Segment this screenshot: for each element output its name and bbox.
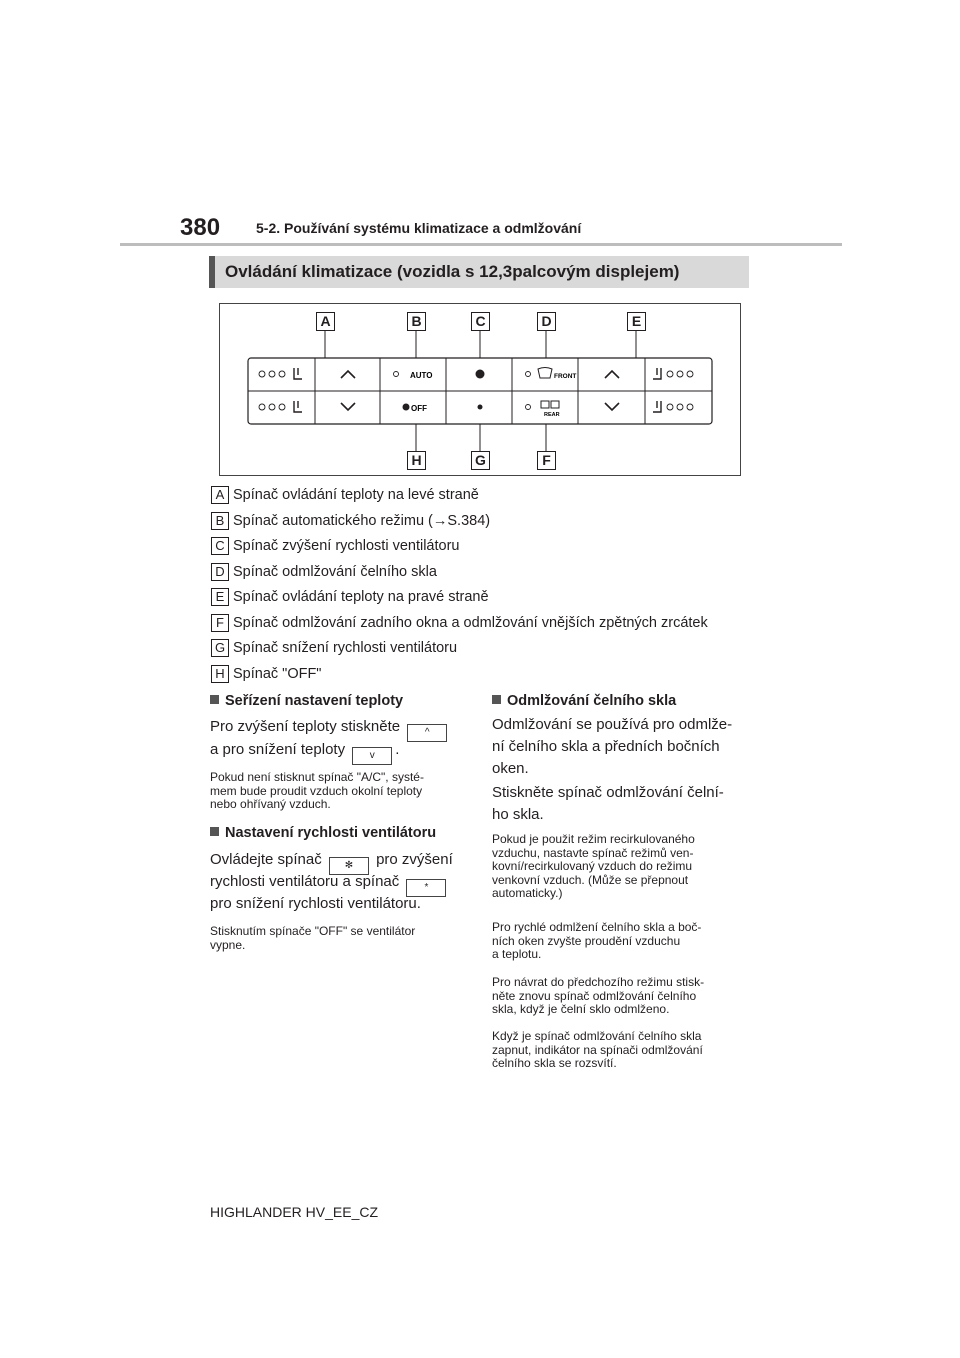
auto-label: AUTO [410, 371, 433, 380]
note-line: Když je spínač odmlžování čelního skla [492, 1029, 702, 1043]
legend-letter: A [211, 486, 229, 504]
legend-letter: D [211, 563, 229, 581]
note-line: zapnut, indikátor na spínači odmlžování [492, 1042, 703, 1057]
legend-text: Spínač odmlžování čelního skla [233, 564, 437, 580]
defrost-note-3 [492, 976, 704, 1017]
temp-heading-text: Seřízení nastavení teploty [225, 693, 404, 709]
fan-note-line: Stisknutím spínače "OFF" se ventilátor [210, 924, 416, 938]
temp-down-button-icon: v [352, 747, 392, 765]
note-line: automaticky.) [492, 886, 563, 900]
defrost-body-line: Stiskněte spínač odmlžování čelní- [492, 784, 724, 801]
bullet-square-icon [210, 827, 219, 836]
section-heading [209, 256, 749, 288]
note-line: venkovní vzduch. (Může se přepnout [492, 872, 689, 887]
callout-h: H [407, 451, 426, 470]
defrost-note-2 [492, 921, 701, 962]
temp-note-line: mem bude proudit vzduch okolní teploty [210, 783, 423, 798]
legend-text: Spínač automatického režimu (→S.384) [233, 513, 491, 529]
defrost-body-line: Odmlžování se používá pro odmlže- [492, 716, 733, 733]
legend-letter: G [211, 639, 229, 657]
temp-heading [210, 693, 403, 709]
note-line: skla, když je čelní sklo odmlženo. [492, 1002, 670, 1016]
callout-d: D [537, 312, 556, 331]
defrost-body-line: oken. [492, 760, 529, 777]
temp-note-line: Pokud není stisknut spínač "A/C", systé- [210, 770, 424, 784]
chapter-title: 5-2. Používání systému klimatizace a odmlžování [256, 220, 582, 236]
note-line: a teplotu. [492, 947, 542, 961]
fan-note-line: vypne. [210, 937, 246, 952]
defrost-heading [492, 693, 676, 709]
defrost-heading-text: Odmlžování čelního skla [507, 693, 677, 709]
fan-line-1-end: pro zvýšení [376, 851, 453, 868]
legend-text: Spínač odmlžování zadního okna a odmlžování vnějších zpětných zrcátek [233, 615, 708, 631]
defrost-body-line: ho skla. [492, 806, 544, 823]
fan-down-button-icon: * [406, 879, 446, 897]
fan-up-button-icon: ✻ [329, 857, 369, 875]
off-label: OFF [411, 404, 427, 413]
legend-letter: C [211, 537, 229, 555]
legend-letter: B [211, 512, 229, 530]
temp-line-2-text: a pro snížení teploty [210, 741, 346, 758]
fan-note [210, 925, 415, 952]
callout-b: B [407, 312, 426, 331]
footer-model: HIGHLANDER HV_EE_CZ [210, 1204, 379, 1220]
rear-label: REAR [544, 412, 560, 418]
legend-text: Spínač ovládání teploty na levé straně [233, 487, 479, 503]
bullet-square-icon [210, 695, 219, 704]
legend-letter: H [211, 665, 229, 683]
fan-heading-text: Nastavení rychlosti ventilátoru [225, 825, 437, 841]
legend-text: Spínač zvýšení rychlosti ventilátoru [233, 538, 460, 554]
callout-f: F [537, 451, 556, 470]
header-divider [120, 243, 842, 246]
note-line: vzduchu, nastavte spínač režimů ven- [492, 845, 694, 860]
note-line: kovní/recirkulovaný vzduch do režimu [492, 859, 693, 873]
note-line: Pro návrat do předchozího režimu stisk- [492, 975, 705, 989]
legend-letter: E [211, 588, 229, 606]
fan-heading [210, 825, 436, 841]
temp-up-button-icon: ^ [407, 724, 447, 742]
climate-panel-diagram [219, 303, 741, 476]
section-heading-text: Ovládání klimatizace (vozidla s 12,3palcovým displejem) [225, 262, 680, 281]
defrost-body-2 [492, 782, 724, 826]
temp-line-2-end: . [395, 741, 400, 758]
note-line: Pro rychlé odmlžení čelního skla a boč- [492, 920, 702, 934]
note-line: něte znovu spínač odmlžování čelního [492, 988, 697, 1003]
legend-letter: F [211, 614, 229, 632]
legend-text: Spínač ovládání teploty na pravé straně [233, 589, 489, 605]
callout-c: C [471, 312, 490, 331]
callout-a: A [316, 312, 335, 331]
callout-g: G [471, 451, 490, 470]
callout-e: E [627, 312, 646, 331]
fan-line-3: pro snížení rychlosti ventilátoru. [210, 895, 421, 912]
fan-line-1-text: Ovládejte spínač [210, 851, 322, 868]
temp-note [210, 771, 424, 812]
temp-note-line: nebo ohřívaný vzduch. [210, 797, 331, 811]
note-line: ních oken zvyšte proudění vzduchu [492, 933, 681, 948]
bullet-square-icon [492, 695, 501, 704]
temp-line-1-text: Pro zvýšení teploty stiskněte [210, 718, 401, 735]
defrost-body-line: ní čelního skla a předních bočních [492, 738, 720, 755]
page-number: 380 [180, 214, 221, 241]
legend-text: Spínač "OFF" [233, 666, 322, 682]
legend-text: Spínač snížení rychlosti ventilátoru [233, 640, 458, 656]
temp-line-2 [210, 739, 399, 765]
defrost-body [492, 714, 732, 780]
front-label: FRONT [554, 373, 577, 380]
defrost-note-1 [492, 833, 695, 901]
note-line: Pokud je použit režim recirkulovaného [492, 832, 695, 846]
defrost-note-4 [492, 1030, 703, 1071]
fan-line-2-text: rychlosti ventilátoru a spínač [210, 873, 400, 890]
note-line: čelního skla se rozsvítí. [492, 1056, 617, 1070]
